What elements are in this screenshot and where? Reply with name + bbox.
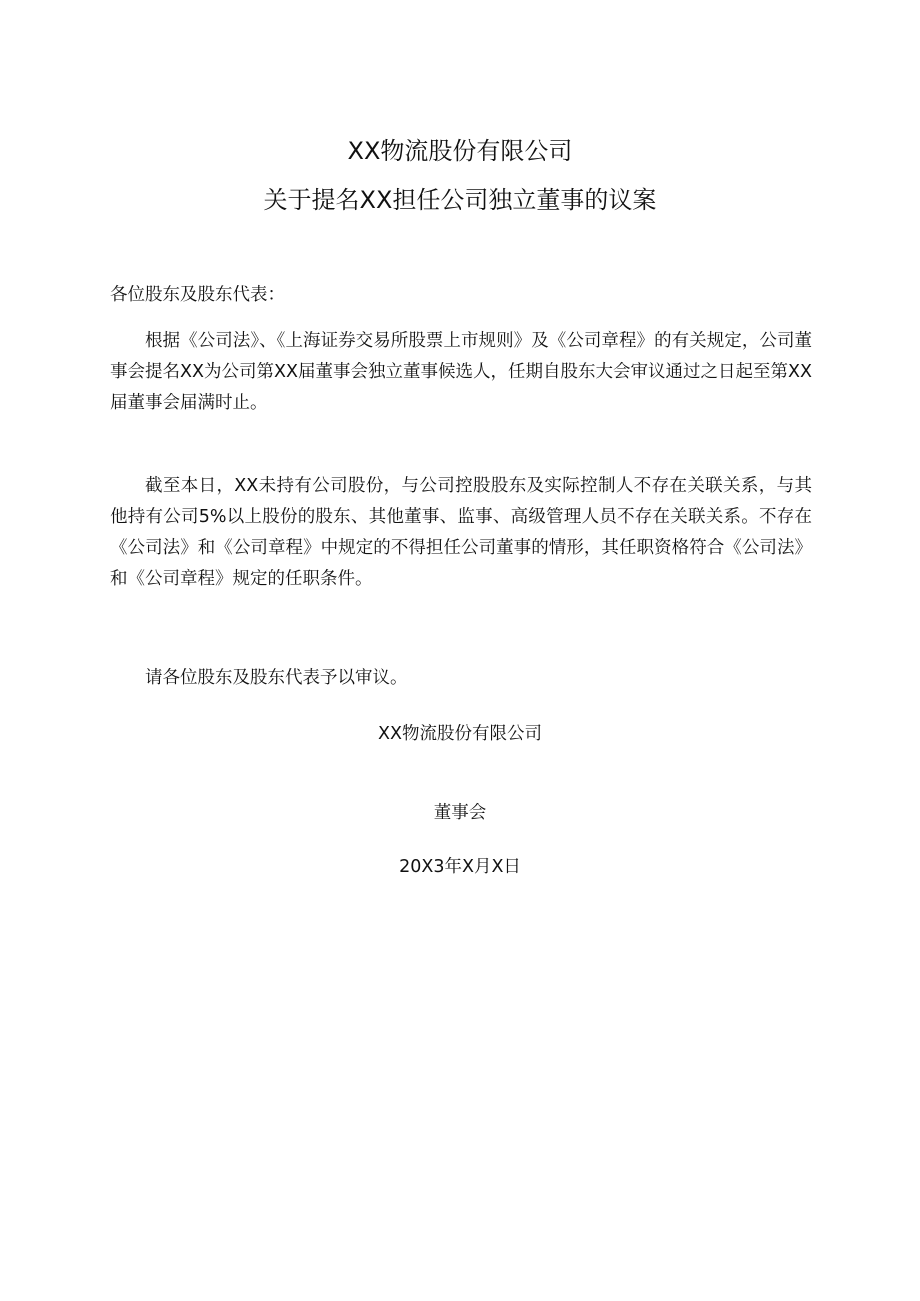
salutation: 各位股东及股东代表： <box>110 285 285 305</box>
document-title-subject: 关于提名XX担任公司独立董事的议案 <box>263 186 657 214</box>
signature-company: XX物流股份有限公司 <box>378 724 542 744</box>
body-paragraph-2: 截至本日，XX未持有公司股份，与公司控股股东及实际控制人不存在关联关系，与其他持有公司5%以上股份的股东、其他董事、监事、高级管理人员不存在关联关系。不存在《公司法》和《公司章程》中规定的不得担任公司董事的情形，其任职资格符合《公司法》和《公司章程》规定的任职条件。 <box>110 476 812 589</box>
document-title-company: XX物流股份有限公司 <box>347 137 573 165</box>
signature-board: 董事会 <box>433 803 487 823</box>
body-paragraph-1: 根据《公司法》、《上海证券交易所股票上市规则》及《公司章程》的有关规定，公司董事会提名XX为公司第XX届董事会独立董事候选人，任期自股东大会审议通过之日起至第XX届董事会届满时止。 <box>110 331 812 413</box>
signature-date: 20X3年X月X日 <box>399 857 521 877</box>
body-paragraph-3: 请各位股东及股东代表予以审议。 <box>145 668 408 688</box>
